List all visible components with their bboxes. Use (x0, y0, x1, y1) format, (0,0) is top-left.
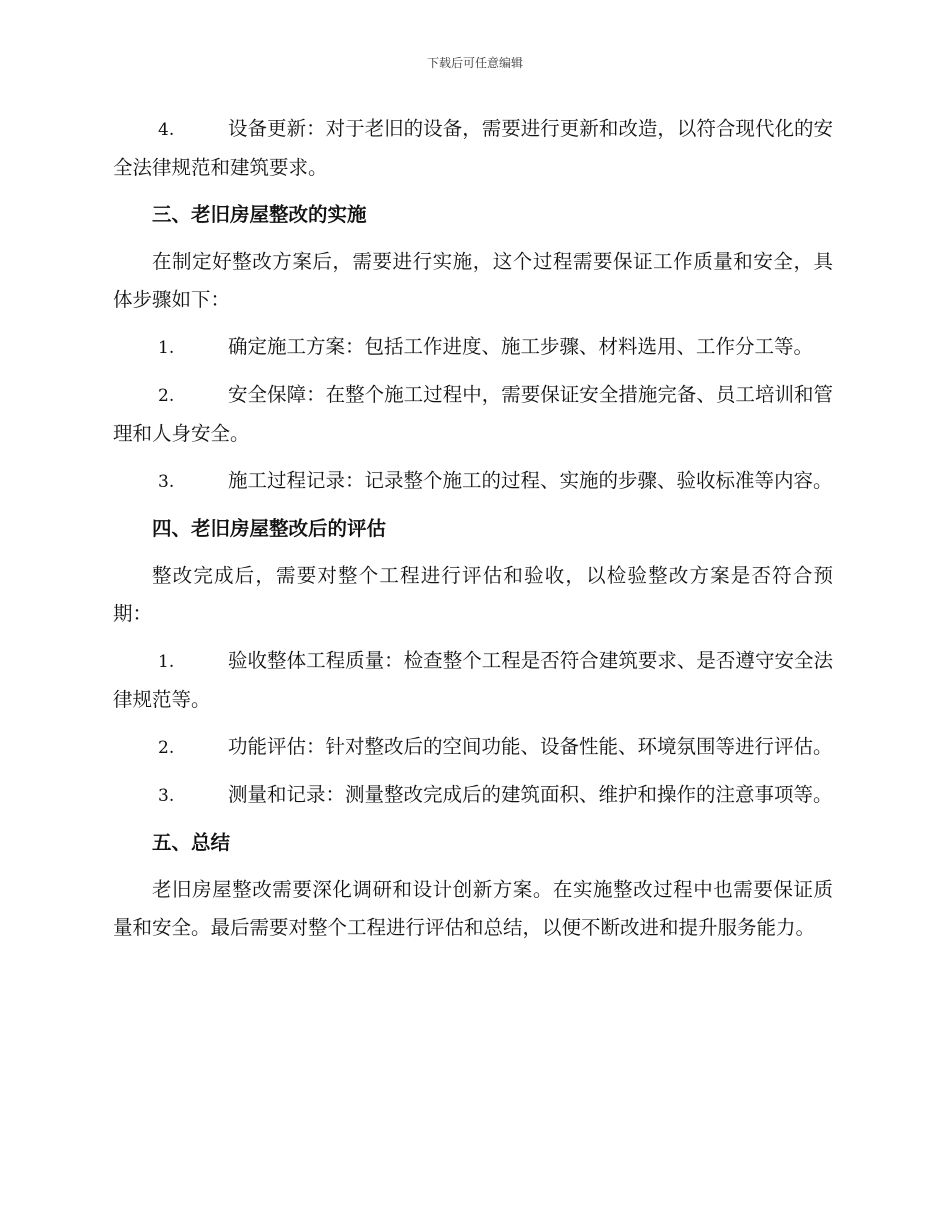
section-heading: 四、老旧房屋整改后的评估 (152, 517, 387, 540)
paragraph: 老旧房屋整改需要深化调研和设计创新方案。在实施整改过程中也需要保证质量和安全。最后需要对整个工程进行评估和总结，以便不断改进和提升服务能力。 (113, 878, 833, 939)
list-item (113, 462, 833, 501)
list-item (113, 110, 833, 187)
section-heading: 五、总结 (152, 831, 231, 854)
paragraph: 整改完成后，需要对整个工程进行评估和验收，以检验整改方案是否符合预期： (113, 564, 833, 625)
section-heading: 三、老旧房屋整改的实施 (152, 203, 367, 226)
list-item (113, 776, 833, 815)
list-item-text: 验收整体工程质量：检查整个工程是否符合建筑要求、是否遵守安全法律规范等。 (113, 649, 833, 711)
list-number: 3. (158, 472, 175, 492)
list-number: 1. (158, 338, 175, 358)
list-item-text: 施工过程记录：记录整个施工的过程、实施的步骤、验收标准等内容。 (228, 469, 833, 492)
list-number: 1. (158, 652, 175, 672)
list-item-text: 测量和记录：测量整改完成后的建筑面积、维护和操作的注意事项等。 (228, 783, 833, 806)
list-number: 2. (158, 386, 175, 406)
list-item-text: 设备更新：对于老旧的设备，需要进行更新和改造，以符合现代化的安全法律规范和建筑要求。 (113, 117, 833, 179)
list-item (113, 728, 833, 767)
list-item-text: 确定施工方案：包括工作进度、施工步骤、材料选用、工作分工等。 (228, 335, 814, 358)
page-header: 下载后可任意编辑 (426, 56, 523, 70)
list-item (113, 376, 833, 453)
list-number: 4. (158, 120, 175, 140)
list-number: 3. (158, 786, 175, 806)
list-item-text: 安全保障：在整个施工过程中，需要保证安全措施完备、员工培训和管理和人身安全。 (113, 383, 833, 445)
list-number: 2. (158, 738, 175, 758)
paragraph: 在制定好整改方案后，需要进行实施，这个过程需要保证工作质量和安全，具体步骤如下： (113, 250, 833, 311)
list-item (113, 642, 833, 719)
document-body (113, 110, 833, 956)
list-item-text: 功能评估：针对整改后的空间功能、设备性能、环境氛围等进行评估。 (228, 735, 833, 758)
list-item (113, 328, 833, 367)
